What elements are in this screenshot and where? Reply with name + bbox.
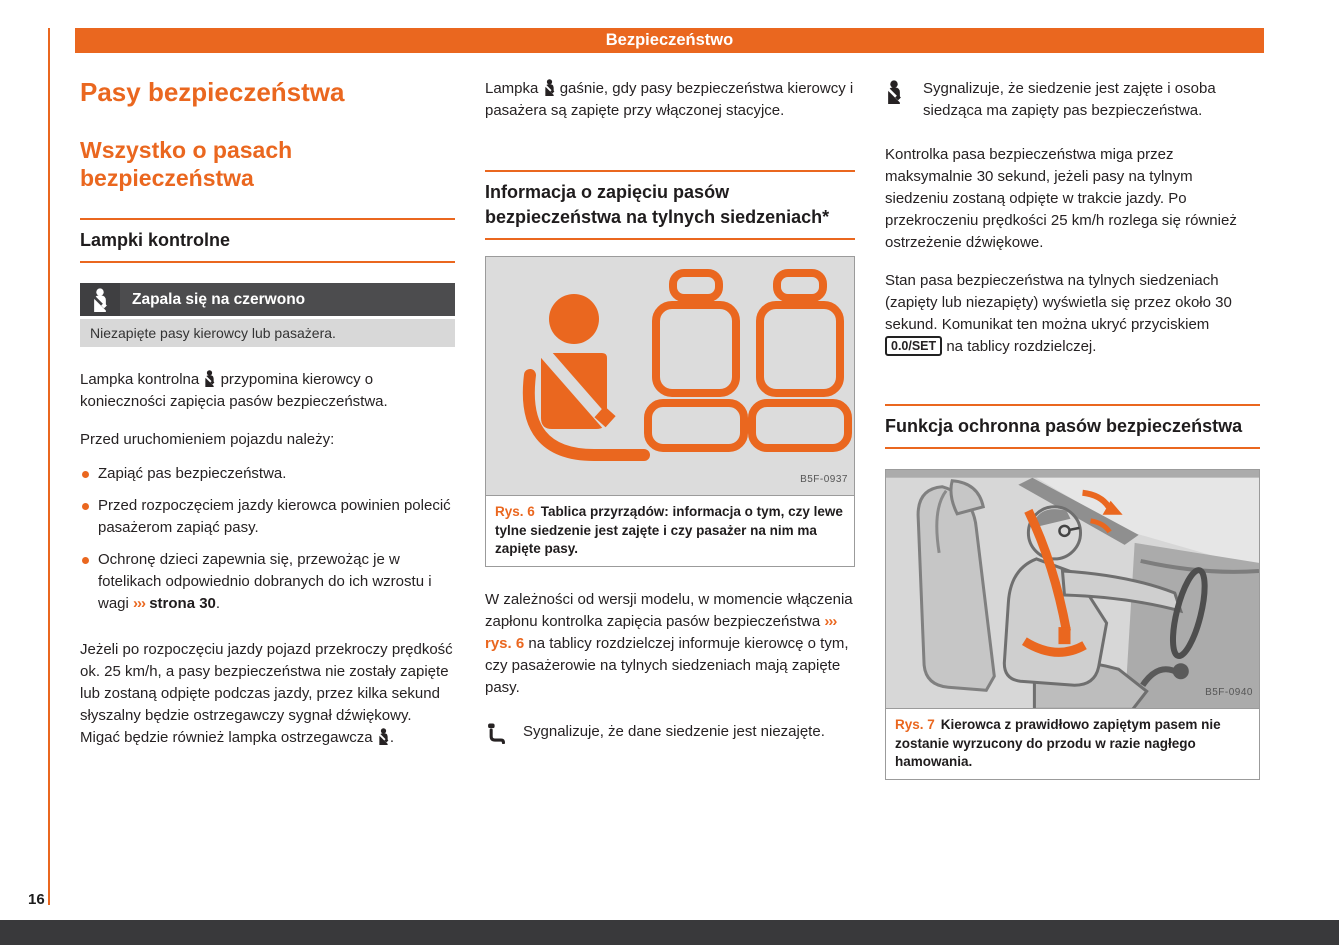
paragraph-lamp-off	[485, 78, 855, 122]
list-item	[80, 495, 455, 539]
text-run: W zależności od wersji modelu, w momencie włączenia zapłonu kontrolka zapięcia pasów bezpieczeństwa	[485, 590, 853, 630]
occupied-belted-seat-icon	[885, 78, 923, 122]
paragraph-belt-status	[885, 270, 1260, 358]
seat-belt-icon	[203, 370, 216, 387]
figure-caption-text: Tablica przyrządów: informacja o tym, czy lewe tylne siedzenie jest zajęte i czy pasażer na nim ma zapięte pasy.	[495, 504, 843, 556]
warning-bar-label: Zapala się na czerwono	[132, 290, 306, 308]
paragraph-speed-warning	[80, 639, 455, 749]
list-item	[80, 463, 455, 485]
heading-belt-protective-function: Funkcja ochronna pasów bezpieczeństwa	[885, 404, 1260, 449]
indicator-item-text: Sygnalizuje, że dane siedzenie jest niezajęte.	[523, 722, 825, 740]
figure-caption-text: Kierowca z prawidłowo zapiętym pasem nie zostanie wyrzucony do przodu w razie nagłego hamowania.	[895, 717, 1221, 769]
chapter-title: Bezpieczeństwo	[605, 31, 734, 49]
footer-bar	[0, 920, 1339, 945]
text-run: Lampka	[485, 80, 539, 97]
heading-rear-belt-info: Informacja o zapięciu pasów bezpieczeństwa na tylnych siedzeniach*	[485, 170, 855, 240]
belted-driver-illustration	[886, 470, 1259, 708]
content-columns	[80, 72, 1260, 780]
list-item	[80, 549, 455, 615]
figure-caption-label: Rys. 6	[495, 504, 535, 519]
bullet-list	[80, 463, 455, 615]
text-run: .	[215, 595, 221, 612]
figure-code: B5F-0937	[800, 474, 848, 485]
seat-belt-icon	[377, 728, 390, 745]
figure-6-image	[485, 256, 855, 496]
figure-code: B5F-0940	[1205, 687, 1253, 698]
seat-belt-warning-icon	[80, 283, 120, 316]
text-run: na tablicy rozdzielczej informuje kierowcę o tym, czy pasażerowie na tylnych siedzeniach mają zapięte pasy.	[485, 634, 849, 696]
text-run: .	[389, 729, 394, 746]
figure-6	[485, 256, 855, 567]
column-1	[80, 72, 455, 780]
rear-seats-illustration	[486, 257, 854, 495]
section-subtitle: Wszystko o pasach bezpieczeństwa	[80, 137, 293, 191]
cross-ref-page-link[interactable]: strona 30	[149, 595, 216, 612]
text-run: na tablicy rozdzielczej.	[946, 338, 1097, 355]
column-2	[485, 72, 855, 780]
paragraph-model-version	[485, 589, 855, 699]
column-3	[885, 72, 1260, 780]
figure-7-image	[885, 469, 1260, 709]
text-run: Zapiąć pas bezpieczeństwa.	[98, 465, 287, 482]
text-run: Przed rozpoczęciem jazdy kierowca powinien polecić pasażerom zapiąć pasy.	[98, 497, 451, 536]
cross-ref-figure-link[interactable]: rys. 6	[485, 634, 525, 652]
heading-lampki-kontrolne: Lampki kontrolne	[80, 218, 455, 263]
page-title: Pasy bezpieczeństwa	[80, 77, 345, 107]
indicator-item-unoccupied	[485, 721, 855, 744]
figure-7	[885, 469, 1260, 780]
page-number: 16	[28, 891, 45, 908]
indicator-item-occupied-belted	[885, 78, 1260, 122]
text-run: Ochronę dzieci zapewnia się, przewożąc je w fotelikach odpowiednio dobranych do ich wzrostu i wagi	[98, 551, 432, 612]
paragraph-control-lamp	[80, 369, 455, 413]
seat-belt-icon	[543, 79, 556, 96]
indicator-item-text: Sygnalizuje, że siedzenie jest zajęte i osoba siedząca ma zapięty pas bezpieczeństwa.	[923, 80, 1216, 119]
text-run: Stan pasa bezpieczeństwa na tylnych siedzeniach (zapięty lub niezapięty) wyświetla się przez około 30 sekund. Komunikat ten można ukryć przyciskiem	[885, 272, 1232, 333]
text-run: Lampka kontrolna	[80, 371, 200, 388]
text-run: przypomina kierowcy o konieczności zapięcia pasów bezpieczeństwa.	[80, 371, 388, 410]
cross-ref-arrows: ›››	[133, 595, 146, 612]
warning-bar-subtitle: Niezapięte pasy kierowcy lub pasażera.	[80, 319, 455, 347]
figure-6-caption	[485, 495, 855, 567]
text-run: Jeżeli po rozpoczęciu jazdy pojazd przekroczy prędkość ok. 25 km/h, a pasy bezpieczeństwa nie zostały zapięte lub zostaną odpięte podczas jazdy, przez kilka sekund słyszalny będzie ostrzegawczy sygnał dźwiękowy. Migać będzie również lampka ostrzegawcza	[80, 641, 453, 746]
text-run: gaśnie, gdy pasy bezpieczeństwa kierowcy i pasażera są zapięte przy włączonej stacyjce.	[485, 80, 854, 119]
cross-ref-arrows: ›››	[824, 612, 837, 630]
paragraph-before-start: Przed uruchomieniem pojazdu należy:	[80, 431, 335, 448]
paragraph-blinking-lamp: Kontrolka pasa bezpieczeństwa miga przez maksymalnie 30 sekund, jeżeli pasy na tylnym siedzeniu zostaną odpięte w trakcie jazdy. Po przekroczeniu prędkości 25 km/h rozlega się również ostrzeżenie dźwiękowe.	[885, 146, 1237, 251]
warning-light-bar	[80, 283, 455, 316]
unoccupied-seat-icon	[485, 721, 523, 744]
figure-caption-label: Rys. 7	[895, 717, 935, 732]
seat-belt-warning-glyph	[91, 288, 109, 312]
chapter-header-bar	[75, 28, 1264, 53]
left-accent-rule	[48, 28, 50, 905]
odometer-set-button: 0.0/SET	[885, 336, 942, 356]
figure-7-caption	[885, 708, 1260, 780]
